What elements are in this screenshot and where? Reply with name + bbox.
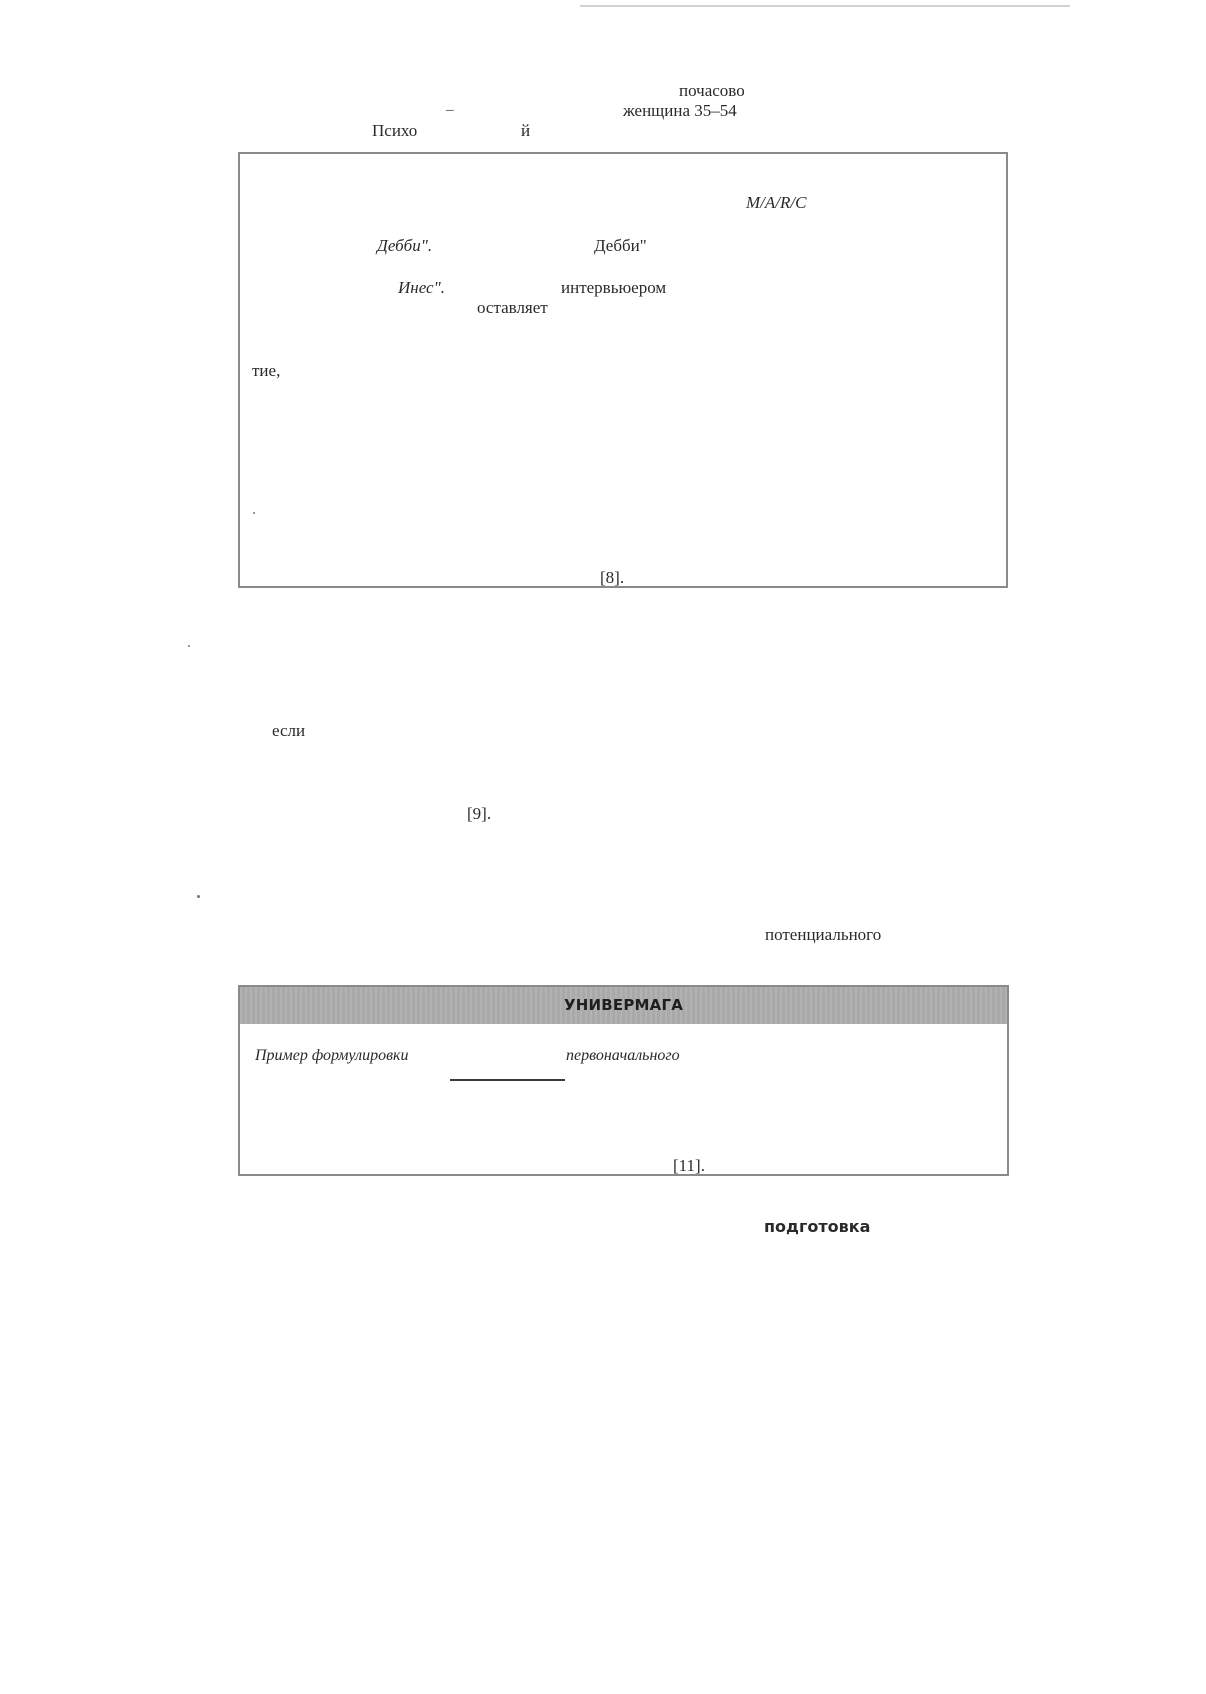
box-header	[240, 987, 1007, 1024]
text-ines-italic: Инес".	[398, 278, 445, 297]
macron-mark: ¯	[446, 109, 454, 125]
citation-11: [11].	[673, 1156, 705, 1175]
scan-speck	[188, 645, 190, 647]
text-debbi-plain: Дебби"	[594, 236, 647, 255]
blank-underline	[450, 1079, 565, 1081]
top-divider	[580, 5, 1070, 7]
text-pervonachalnogo: первоначального	[566, 1047, 680, 1064]
text-potentsialnogo: потенциального	[765, 925, 882, 944]
scan-speck	[253, 512, 255, 514]
section-heading-podgotovka: подготовка	[764, 1217, 871, 1236]
text-tie: тие,	[252, 361, 281, 380]
example-box-2	[238, 985, 1009, 1176]
text-y-letter: й	[521, 121, 531, 140]
text-psikho: Психо	[372, 121, 418, 140]
example-box-1	[238, 152, 1008, 588]
text-primer: Пример формулировки	[255, 1047, 409, 1064]
text-esli: если	[272, 721, 306, 740]
text-zhenshchina: женщина 35–54	[623, 101, 737, 120]
text-intervyuerom: интервьюером	[561, 278, 667, 297]
text-debbi-italic: Дебби".	[377, 236, 433, 255]
box-title: УНИВЕРМАГА	[563, 996, 684, 1014]
citation-9: [9].	[467, 804, 492, 823]
text-marc: M/A/R/C	[746, 193, 807, 212]
text-pochasovo: почасово	[679, 81, 745, 100]
citation-8: [8].	[600, 568, 625, 587]
text-ostavlyaet: оставляет	[477, 298, 548, 317]
scan-speck	[197, 895, 200, 898]
